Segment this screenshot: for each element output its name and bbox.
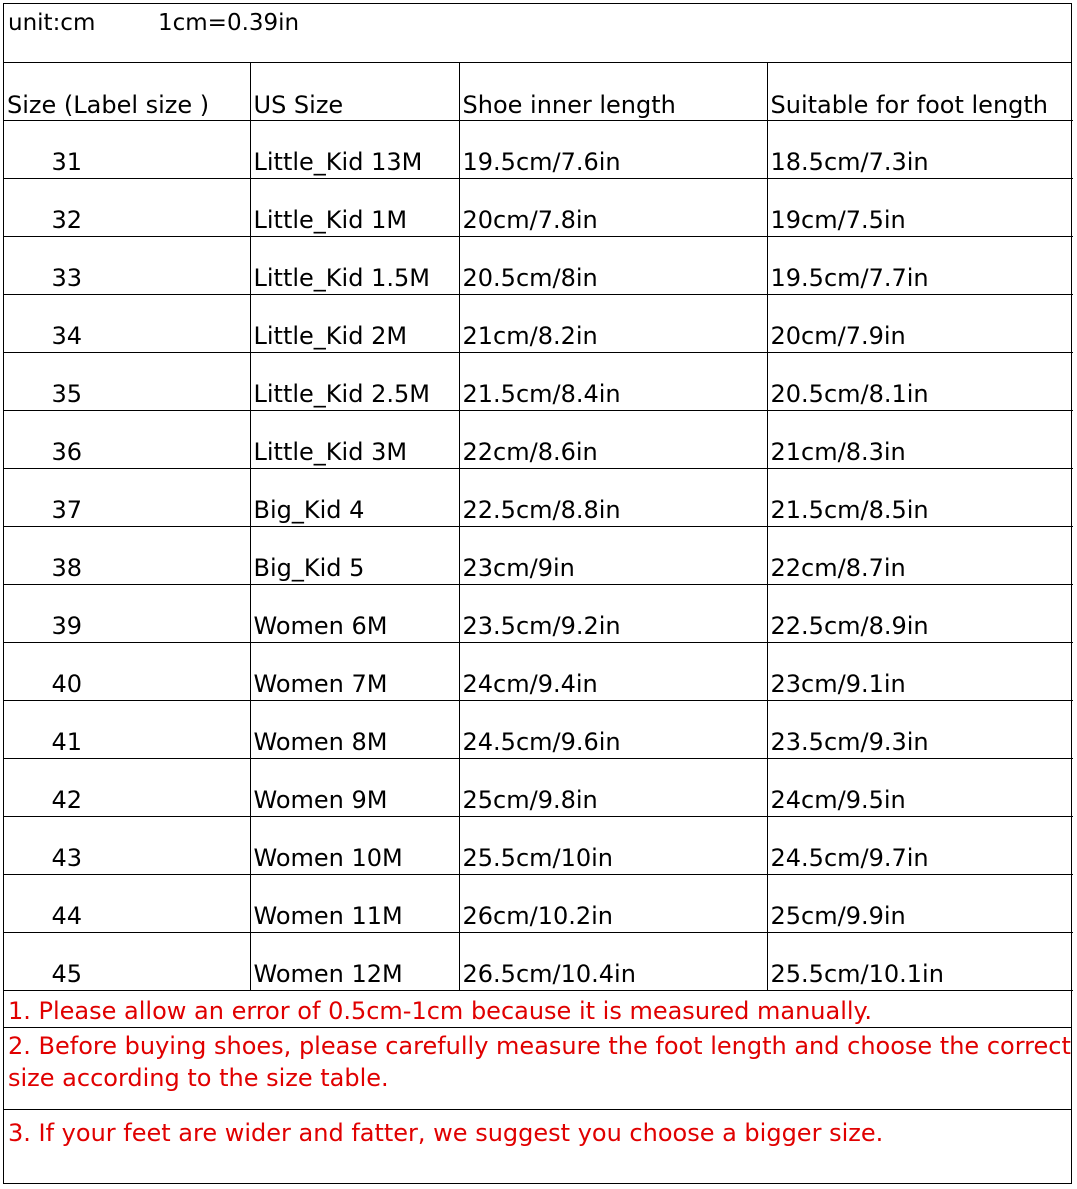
cell-label-size: 40 (4, 642, 250, 700)
cell-us-size: Little_Kid 13M (250, 120, 459, 178)
cell-label-size: 38 (4, 526, 250, 584)
cell-inner-length: 20cm/7.8in (459, 178, 767, 236)
cell-label-size: 45 (4, 932, 250, 990)
cell-us-size: Women 11M (250, 874, 459, 932)
cell-us-size: Little_Kid 2M (250, 294, 459, 352)
cell-foot-length: 20cm/7.9in (767, 294, 1073, 352)
cell-inner-length: 26.5cm/10.4in (459, 932, 767, 990)
cell-label-size: 31 (4, 120, 250, 178)
table-row (4, 526, 1073, 584)
cell-label-size: 35 (4, 352, 250, 410)
cell-us-size: Women 9M (250, 758, 459, 816)
table-row (4, 120, 1073, 178)
unit-conversion: 1cm=0.39in (158, 10, 300, 36)
table-row (4, 178, 1073, 236)
unit-row (4, 4, 1071, 63)
cell-label-size: 44 (4, 874, 250, 932)
cell-foot-length: 22cm/8.7in (767, 526, 1073, 584)
table-row (4, 642, 1073, 700)
note-3: 3. If your feet are wider and fatter, we suggest you choose a bigger size. (8, 1119, 884, 1147)
size-table (4, 62, 1073, 991)
cell-foot-length: 23cm/9.1in (767, 642, 1073, 700)
cell-foot-length: 25.5cm/10.1in (767, 932, 1073, 990)
table-row (4, 468, 1073, 526)
cell-label-size: 33 (4, 236, 250, 294)
cell-foot-length: 21cm/8.3in (767, 410, 1073, 468)
cell-label-size: 34 (4, 294, 250, 352)
cell-foot-length: 19.5cm/7.7in (767, 236, 1073, 294)
cell-us-size: Women 10M (250, 816, 459, 874)
cell-us-size: Little_Kid 2.5M (250, 352, 459, 410)
cell-us-size: Little_Kid 1M (250, 178, 459, 236)
unit-label: unit:cm (8, 10, 96, 36)
cell-us-size: Women 7M (250, 642, 459, 700)
cell-foot-length: 24cm/9.5in (767, 758, 1073, 816)
size-chart (3, 3, 1072, 1184)
cell-inner-length: 22cm/8.6in (459, 410, 767, 468)
table-row (4, 294, 1073, 352)
header-us-size: US Size (250, 62, 459, 120)
cell-foot-length: 22.5cm/8.9in (767, 584, 1073, 642)
cell-foot-length: 18.5cm/7.3in (767, 120, 1073, 178)
cell-label-size: 32 (4, 178, 250, 236)
cell-foot-length: 19cm/7.5in (767, 178, 1073, 236)
cell-label-size: 41 (4, 700, 250, 758)
notes (4, 990, 1071, 1150)
cell-foot-length: 24.5cm/9.7in (767, 816, 1073, 874)
table-row (4, 410, 1073, 468)
cell-label-size: 43 (4, 816, 250, 874)
cell-inner-length: 24.5cm/9.6in (459, 700, 767, 758)
table-header-row (4, 62, 1073, 120)
table-row (4, 584, 1073, 642)
header-label-size: Size (Label size ) (4, 62, 250, 120)
table-row (4, 932, 1073, 990)
table-row (4, 352, 1073, 410)
cell-us-size: Big_Kid 4 (250, 468, 459, 526)
cell-inner-length: 26cm/10.2in (459, 874, 767, 932)
table-row (4, 758, 1073, 816)
cell-inner-length: 20.5cm/8in (459, 236, 767, 294)
cell-us-size: Little_Kid 1.5M (250, 236, 459, 294)
table-row (4, 816, 1073, 874)
cell-label-size: 42 (4, 758, 250, 816)
cell-label-size: 36 (4, 410, 250, 468)
cell-label-size: 37 (4, 468, 250, 526)
cell-inner-length: 22.5cm/8.8in (459, 468, 767, 526)
table-row (4, 874, 1073, 932)
cell-inner-length: 25.5cm/10in (459, 816, 767, 874)
cell-inner-length: 24cm/9.4in (459, 642, 767, 700)
cell-us-size: Women 12M (250, 932, 459, 990)
table-row (4, 236, 1073, 294)
cell-foot-length: 25cm/9.9in (767, 874, 1073, 932)
cell-foot-length: 20.5cm/8.1in (767, 352, 1073, 410)
header-inner-length: Shoe inner length (459, 62, 767, 120)
table-row (4, 700, 1073, 758)
cell-inner-length: 23.5cm/9.2in (459, 584, 767, 642)
cell-inner-length: 25cm/9.8in (459, 758, 767, 816)
note-2: 2. Before buying shoes, please carefully measure the foot length and choose the correct size according to the size table. (4, 1028, 1071, 1110)
cell-us-size: Big_Kid 5 (250, 526, 459, 584)
cell-inner-length: 23cm/9in (459, 526, 767, 584)
cell-label-size: 39 (4, 584, 250, 642)
cell-foot-length: 23.5cm/9.3in (767, 700, 1073, 758)
note-1: 1. Please allow an error of 0.5cm-1cm because it is measured manually. (4, 990, 1071, 1028)
cell-inner-length: 21cm/8.2in (459, 294, 767, 352)
cell-us-size: Little_Kid 3M (250, 410, 459, 468)
cell-us-size: Women 6M (250, 584, 459, 642)
cell-inner-length: 21.5cm/8.4in (459, 352, 767, 410)
cell-us-size: Women 8M (250, 700, 459, 758)
header-foot-length: Suitable for foot length (767, 62, 1073, 120)
cell-foot-length: 21.5cm/8.5in (767, 468, 1073, 526)
cell-inner-length: 19.5cm/7.6in (459, 120, 767, 178)
